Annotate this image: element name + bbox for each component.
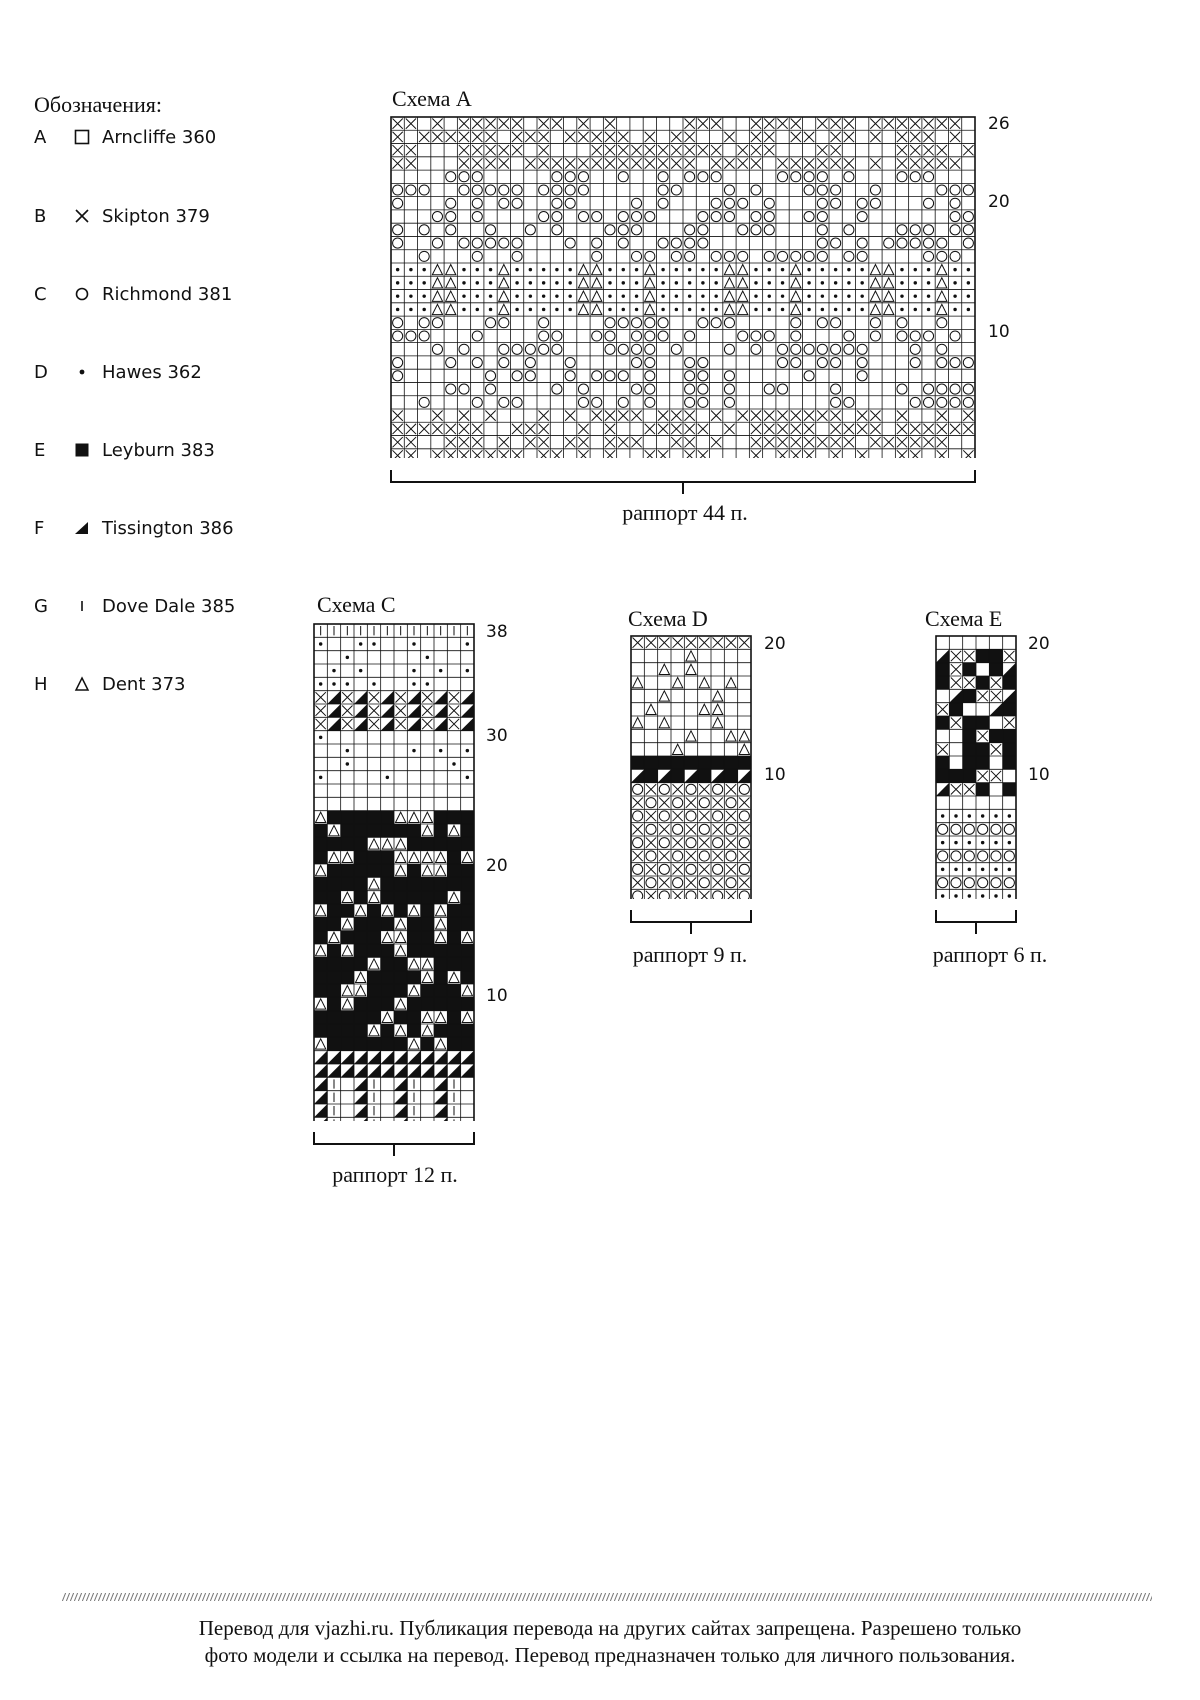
footer-divider [62, 1592, 1152, 1602]
chart-a-title: Схема А [392, 86, 472, 111]
footer-line-1: Перевод для vjazhi.ru. Публикация перевода на других сайтах запрещена. Разрешено только [198, 1616, 1022, 1640]
legend-item-d [34, 359, 202, 385]
legend-item-h [34, 671, 185, 697]
legend-yarn: Leyburn 383 [102, 439, 215, 461]
chart-d-row-label: 20 [764, 634, 786, 654]
legend-code: A [34, 126, 47, 148]
legend-item-g [34, 593, 235, 619]
chart-a-row-label: 20 [988, 192, 1010, 212]
chart-d-grid [630, 635, 752, 899]
chart-d-title: Схема D [628, 606, 708, 631]
dot-icon [74, 364, 100, 380]
legend-item-c [34, 281, 232, 307]
chart-e-repeat-label: раппорт 6 п. [932, 942, 1048, 967]
chart-a-grid [390, 116, 976, 458]
legend-code: B [34, 205, 47, 227]
legend-item-e [34, 437, 215, 463]
legend-yarn: Tissington 386 [102, 517, 234, 539]
chart-e-repeat-bracket [935, 908, 1017, 938]
chart-a-repeat-label: раппорт 44 п. [622, 500, 748, 525]
chart-e-row-label: 20 [1028, 634, 1050, 654]
half-triangle-icon [74, 520, 100, 536]
triangle-icon [74, 676, 100, 692]
chart-c-row-label: 10 [486, 986, 508, 1006]
legend-item-a [34, 124, 216, 150]
filled-square-icon [74, 442, 100, 458]
legend-yarn: Dove Dale 385 [102, 595, 236, 617]
legend-item-b [34, 203, 210, 229]
legend-code: F [34, 517, 45, 539]
footer-disclaimer [60, 1615, 1160, 1669]
bar-icon [74, 598, 100, 614]
square-icon [74, 129, 100, 145]
footer-line-2: фото модели и ссылка на перевод. Перевод предназначен только для личного пользования. [204, 1643, 1016, 1667]
chart-c-row-label: 20 [486, 856, 508, 876]
chart-c-repeat-bracket [313, 1130, 475, 1160]
legend-code: C [34, 283, 47, 305]
legend-yarn: Dent 373 [102, 673, 186, 695]
chart-c-row-label: 30 [486, 726, 508, 746]
chart-d-repeat-label: раппорт 9 п. [632, 942, 748, 967]
chart-a-repeat-bracket [390, 466, 976, 496]
legend-code: D [34, 361, 48, 383]
chart-e-title: Схема Е [925, 606, 1003, 631]
chart-c-repeat-label: раппорт 12 п. [332, 1162, 458, 1187]
circle-icon [74, 286, 100, 302]
legend-code: H [34, 673, 48, 695]
legend-yarn: Skipton 379 [102, 205, 210, 227]
legend-yarn: Arncliffe 360 [102, 126, 217, 148]
chart-a-row-label: 26 [988, 114, 1010, 134]
chart-c-grid [313, 623, 475, 1121]
legend-item-f [34, 515, 234, 541]
chart-e-grid [935, 635, 1017, 899]
legend-code: G [34, 595, 48, 617]
chart-c-title: Схема С [317, 592, 396, 617]
legend-code: E [34, 439, 46, 461]
legend-title: Обозначения: [34, 92, 163, 117]
legend-yarn: Hawes 362 [102, 361, 202, 383]
chart-c-row-label: 38 [486, 622, 508, 642]
chart-e-row-label: 10 [1028, 765, 1050, 785]
chart-a-row-label: 10 [988, 322, 1010, 342]
chart-cells [631, 638, 751, 900]
cross-icon [74, 208, 100, 224]
chart-d-row-label: 10 [764, 765, 786, 785]
chart-d-repeat-bracket [630, 908, 752, 938]
legend-yarn: Richmond 381 [102, 283, 233, 305]
